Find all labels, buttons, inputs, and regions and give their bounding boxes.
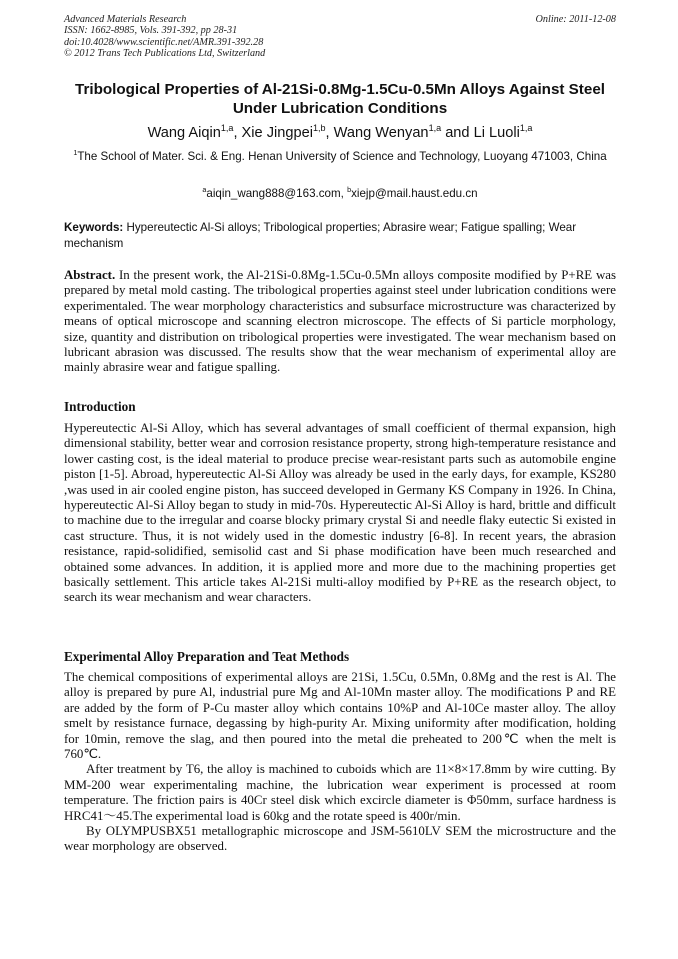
affiliation: $^1$The School of Mater. Sci. & Eng. Henan University of Science and Technology, Luoyang 471003, China	[73, 148, 607, 163]
doi-line: doi:10.4028/www.scientific.net/AMR.391-392.28	[64, 36, 264, 48]
issn-line: ISSN: 1662-8985, Vols. 391-392, pp 28-31	[64, 25, 238, 37]
abstract-label: Abstract.	[64, 268, 116, 282]
section-heading-introduction: Introduction	[64, 399, 136, 414]
email-link[interactable]: aiqin_wang888@163.com	[206, 187, 341, 200]
author: Li Luoli$^{1,a}$	[473, 123, 533, 141]
copyright-line: © 2012 Trans Tech Publications Ltd, Switzerland	[64, 48, 266, 60]
keywords	[64, 220, 616, 251]
methods-text	[64, 670, 616, 855]
paragraph: By OLYMPUSBX51 metallographic microscope and JSM-5610LV SEM the microstructure and the wear morphology are observed.	[64, 824, 616, 854]
journal-name: Advanced Materials Research	[64, 14, 187, 25]
journal-header	[64, 14, 616, 60]
introduction-text	[64, 421, 616, 606]
online-date: Online: 2011-12-08	[535, 14, 616, 25]
paper-title: Tribological Properties of Al-21Si-0.8Mg-1.5Cu-0.5Mn Alloys Against Steel Under Lubrication Conditions	[75, 81, 605, 117]
author: Wang Wenyan$^{1,a}$ and	[333, 123, 474, 141]
paragraph: After treatment by T6, the alloy is machined to cuboids which are 11×8×17.8mm by wire cutting. By MM-200 wear experimentaling machine, the lubrication wear experiment is processed at room temperature. The friction pairs is 40Cr steel disk which excircle diameter is Φ50mm, surface hardness is HRC41〜45.The experimental load is 60kg and the rotate speed is 400r/min.	[64, 762, 616, 823]
abstract	[64, 268, 616, 376]
keywords-label: Keywords:	[64, 221, 124, 234]
paragraph: The chemical compositions of experimental alloys are 21Si, 1.5Cu, 0.5Mn, 0.8Mg and the rest is Al. The alloy is prepared by pure Al, industrial pure Mg and Al-10Mn master alloy. The modifications P and RE are added by the form of P-Cu master alloy which contains 10%P and Al-10Ce master alloy. The alloy smelt by resistance furnace, degassing by high-purity Ar. Mixing uniformity after modification, holding for 10min, remove the slag, and then poured into the metal die preheated to 200℃ when the melt is 760℃.	[64, 670, 616, 762]
paragraph: Hypereutectic Al-Si Alloy, which has several advantages of small coefficient of thermal expansion, high dimensional stability, better wear and corrosion resistance property, strong high-temperature resistance and lower casting cost, is the ideal material to produce precise wear-resistant parts such as automobile engine piston [1-5]. Abroad, hypereutectic Al-Si Alloy was already be used in the early days, for example, KS280 ,was used in air cooled engine piston, has succeed developed in Germany KS Company in 1926. In China, hypereutectic Al-Si Alloy began to study in mid-70s. Hypereutectic Al-Si Alloy is hard, brittle and difficult to machine due to the irregular and coarse blocky primary crystal Si and needle flaky eutectic Si existed in cast structure. Thus, it is not widely used in the domestic industry [6-8]. In recent years, the abrasion resistance, rapid-solidified, semisolid cast and Si phase modification have been much researched and obtained some advances. In addition, it is applied more and more due to the machining properties get basically settlement. This article takes Al-21Si multi-alloy modified by P+RE as the research object, to search its wear mechanism and wear characters.	[64, 421, 616, 605]
author-emails: $^a$aiqin_wang888@163.com, $^b$xiejp@mail.haust.edu.cn	[202, 185, 478, 200]
abstract-text: In the present work, the Al-21Si-0.8Mg-1.5Cu-0.5Mn alloys composite modified by P+RE was prepared by metal mold casting. The tribological properties against steel under lubrication conditions were experimentaled. The wear morphology characteristics and subsurface microstructure was characterized by means of optical microscope and scanning electron microscope. The effects of Si particle morphology, size, quantity and distribution on tribological properties were investigated. The wear mechanism based on lubricant abrasion was discussed. The results show that the wear mechanism of experimental alloy are mainly abrasire wear and fatigue spalling.	[64, 268, 616, 375]
section-heading-methods: Experimental Alloy Preparation and Teat Methods	[64, 649, 350, 664]
email-link[interactable]: xiejp@mail.haust.edu.cn	[351, 187, 478, 200]
author: Wang Aiqin$^{1,a}$,	[147, 123, 242, 141]
keywords-text: Hypereutectic Al-Si alloys; Tribological properties; Abrasire wear; Fatigue spalling; Wear mechanism	[64, 221, 577, 250]
author: Xie Jingpei$^{1,b}$,	[241, 123, 334, 141]
author-list	[64, 124, 616, 142]
